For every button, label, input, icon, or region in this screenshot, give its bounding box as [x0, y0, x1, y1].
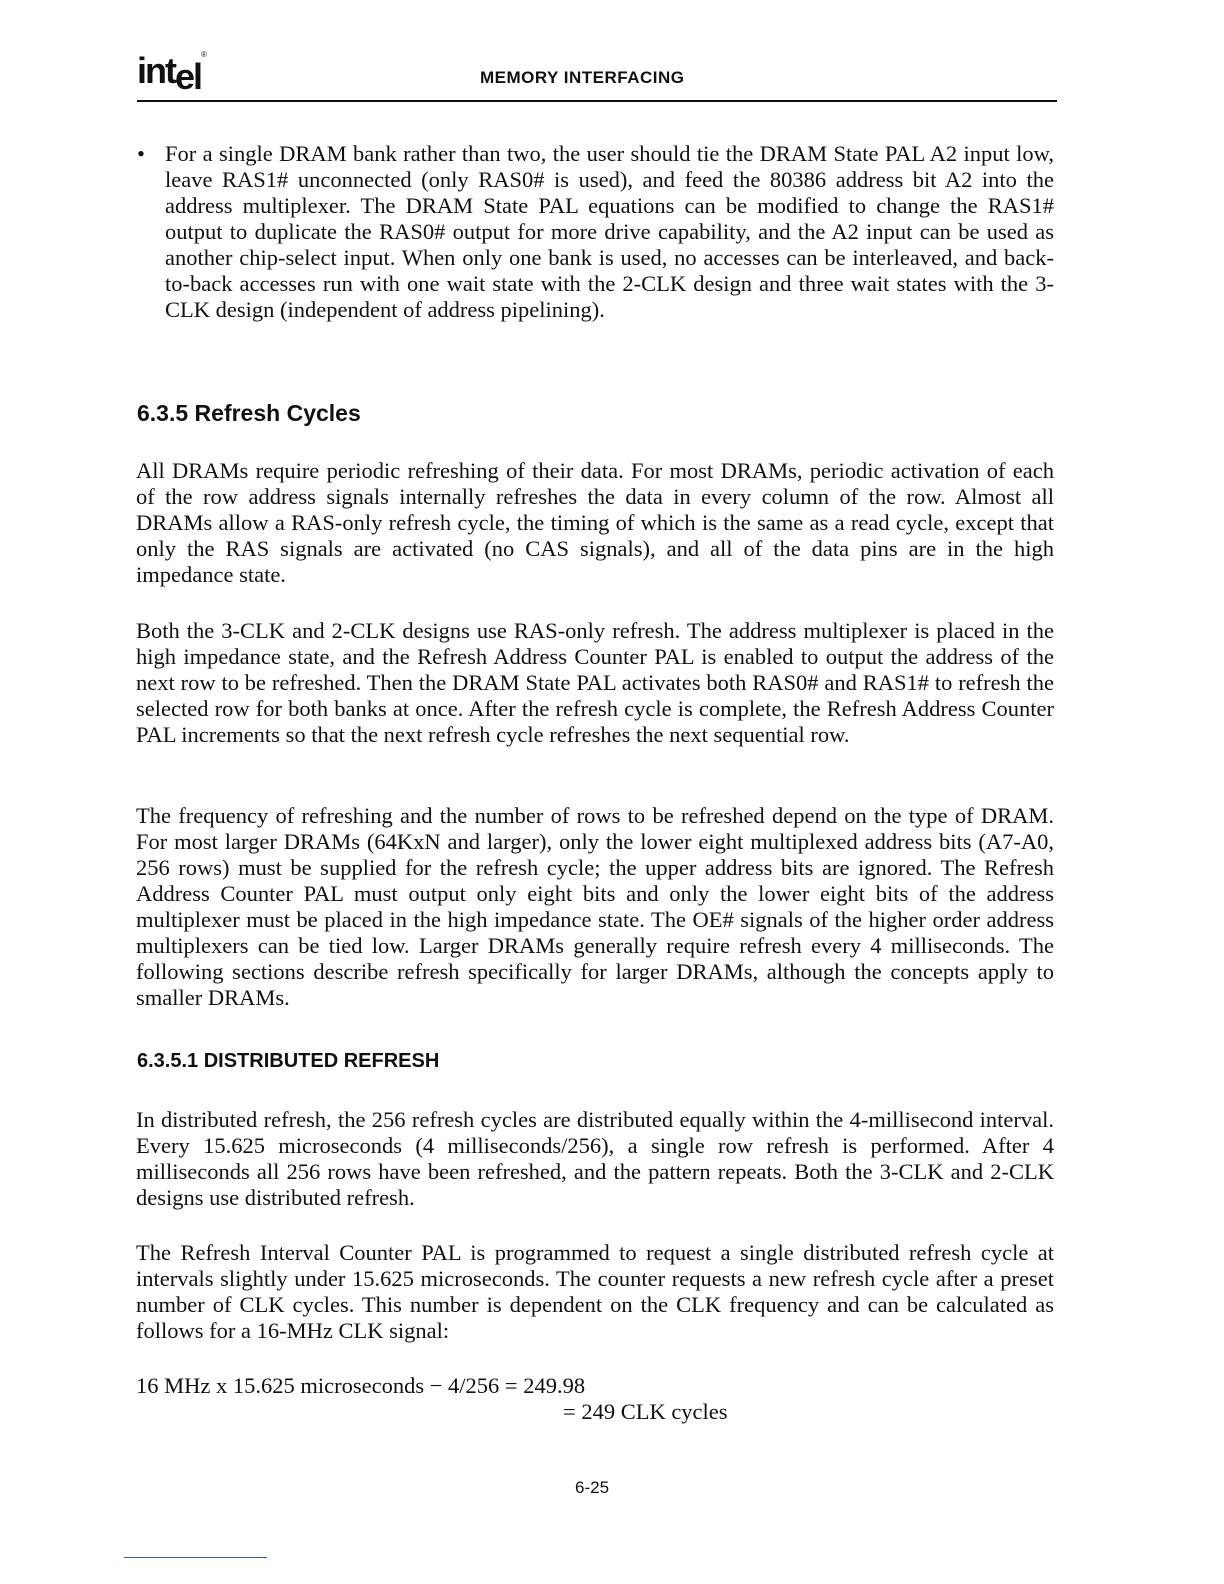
- paragraph-distributed-refresh: In distributed refresh, the 256 refresh cycles are distributed equally within the 4-millisecond interval. Every 15.625 microseconds (4 milliseconds/256), a single row refresh is performed. After 4 milliseconds all 256 rows have been refreshed, and the pattern repeats. Both the 3-CLK and 2-CLK designs use distributed refresh.: [136, 1107, 1054, 1210]
- bullet-symbol: •: [137, 141, 145, 166]
- paragraph-refresh-interval-counter: The Refresh Interval Counter PAL is programmed to request a single distributed refresh cycle at intervals slightly under 15.625 microseconds. The counter requests a new refresh cycle after a preset number of CLK cycles. This number is dependent on the CLK frequency and can be calculated as follows for a 16-MHz CLK signal:: [136, 1240, 1054, 1343]
- paragraph-ras-only-refresh: Both the 3-CLK and 2-CLK designs use RAS-only refresh. The address multiplexer is placed in the high impedance state, and the Refresh Address Counter PAL is enabled to output the address of the next row to be refreshed. Then the DRAM State PAL activates both RAS0# and RAS1# to refresh the selected row for both banks at once. After the refresh cycle is complete, the Refresh Address Counter PAL increments so that the next refresh cycle refreshes the next sequential row.: [136, 618, 1054, 747]
- intel-logo: [137, 50, 207, 97]
- page-number: 6-25: [575, 1478, 610, 1497]
- bullet-item: [137, 141, 1054, 323]
- subsection-heading: 6.3.5.1 DISTRIBUTED REFRESH: [137, 1050, 440, 1072]
- refresh-equation: [136, 1373, 896, 1425]
- logo-registered-mark: ®: [201, 50, 207, 59]
- logo-tail: el: [174, 56, 202, 97]
- equation-line-1: 16 MHz x 15.625 microseconds − 4/256 = 249.98: [136, 1373, 586, 1398]
- logo-text: int: [137, 50, 175, 91]
- equation-line-2: = 249 CLK cycles: [563, 1399, 728, 1424]
- page-header: [137, 48, 1057, 102]
- header-title: MEMORY INTERFACING: [480, 68, 685, 87]
- section-heading: 6.3.5 Refresh Cycles: [137, 400, 361, 426]
- footnote-rule: [124, 1557, 267, 1558]
- paragraph-refresh-intro: All DRAMs require periodic refreshing of their data. For most DRAMs, periodic activation of each of the row address signals internally refreshes the data in every column of the row. Almost all DRAMs allow a RAS-only refresh cycle, the timing of which is the same as a read cycle, except that only the RAS signals are activated (no CAS signals), and all of the data pins are in the high impedance state.: [136, 458, 1054, 587]
- paragraph-refresh-frequency: The frequency of refreshing and the number of rows to be refreshed depend on the type of DRAM. For most larger DRAMs (64KxN and larger), only the lower eight multiplexed address bits (A7-A0, 256 rows) must be supplied for the refresh cycle; the upper address bits are ignored. The Refresh Address Counter PAL must output only eight bits and only the lower eight bits of the address multiplexer must be placed in the high impedance state. The OE# signals of the higher order address multiplexers can be tied low. Larger DRAMs generally require refresh every 4 milliseconds. The following sections describe refresh specifically for larger DRAMs, although the concepts apply to smaller DRAMs.: [136, 803, 1054, 1010]
- bullet-text: For a single DRAM bank rather than two, the user should tie the DRAM State PAL A2 input low, leave RAS1# unconnected (only RAS0# is used), and feed the 80386 address bit A2 into the address multiplexer. The DRAM State PAL equations can be modified to change the RAS1# output to duplicate the RAS0# output for more drive capability, and the A2 input can be used as another chip-select input. When only one bank is used, no accesses can be interleaved, and back-to-back accesses run with one wait state with the 2-CLK design and three wait states with the 3-CLK design (independent of address pipelining).: [165, 141, 1054, 322]
